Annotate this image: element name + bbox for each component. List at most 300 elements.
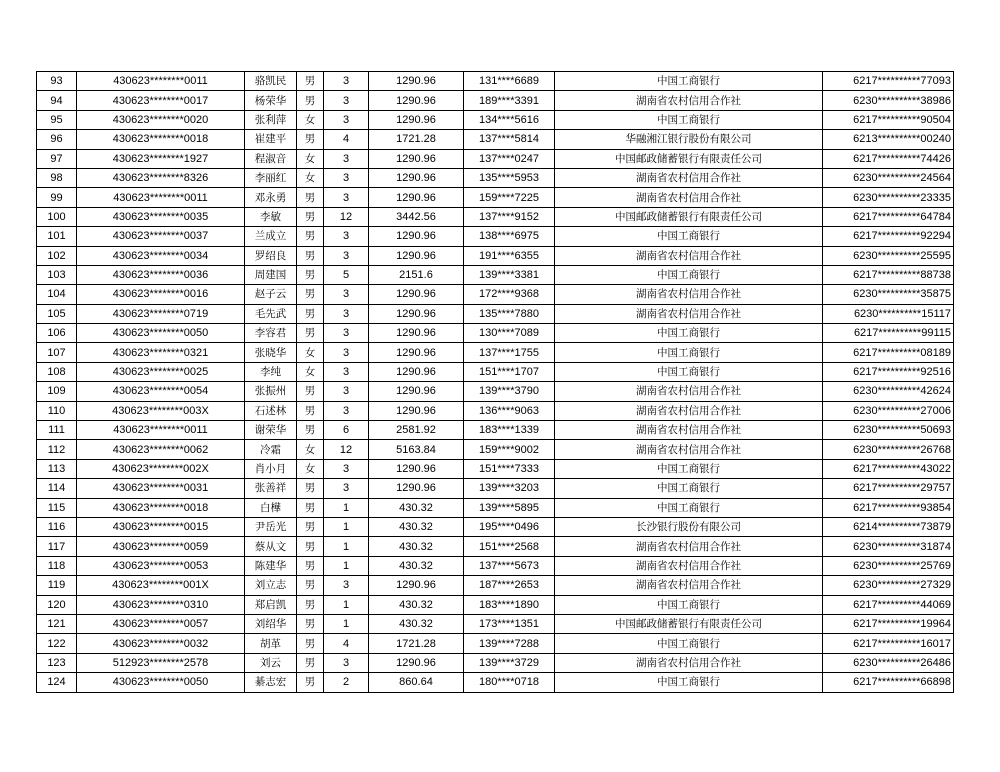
table-row bbox=[37, 634, 954, 653]
amount-cell: 1290.96 bbox=[369, 188, 464, 207]
account-cell: 6217**********08189 bbox=[823, 343, 954, 362]
count-cell: 1 bbox=[324, 556, 369, 575]
name-cell: 刘立志 bbox=[245, 576, 297, 595]
phone-cell: 139****5895 bbox=[464, 498, 555, 517]
account-cell: 6230**********42624 bbox=[823, 382, 954, 401]
name-cell: 张振州 bbox=[245, 382, 297, 401]
count-cell: 3 bbox=[324, 576, 369, 595]
count-cell: 3 bbox=[324, 188, 369, 207]
row-number-cell: 116 bbox=[37, 517, 77, 536]
bank-cell: 中国工商银行 bbox=[555, 110, 823, 129]
amount-cell: 430.32 bbox=[369, 517, 464, 536]
name-cell: 程淑音 bbox=[245, 149, 297, 168]
count-cell: 3 bbox=[324, 362, 369, 381]
account-cell: 6230**********35875 bbox=[823, 285, 954, 304]
row-number-cell: 96 bbox=[37, 130, 77, 149]
name-cell: 罗绍良 bbox=[245, 246, 297, 265]
name-cell: 赵子云 bbox=[245, 285, 297, 304]
table-row bbox=[37, 149, 954, 168]
table-row bbox=[37, 324, 954, 343]
amount-cell: 1290.96 bbox=[369, 72, 464, 91]
name-cell: 胡革 bbox=[245, 634, 297, 653]
sex-cell: 男 bbox=[297, 246, 324, 265]
name-cell: 邓永勇 bbox=[245, 188, 297, 207]
table-row bbox=[37, 498, 954, 517]
account-cell: 6230**********15117 bbox=[823, 304, 954, 323]
name-cell: 张善祥 bbox=[245, 479, 297, 498]
phone-cell: 159****9002 bbox=[464, 440, 555, 459]
account-cell: 6217**********29757 bbox=[823, 479, 954, 498]
phone-cell: 137****5814 bbox=[464, 130, 555, 149]
row-number-cell: 100 bbox=[37, 207, 77, 226]
id-number-cell: 430623********0011 bbox=[77, 421, 245, 440]
table-row bbox=[37, 401, 954, 420]
count-cell: 3 bbox=[324, 285, 369, 304]
name-cell: 张利萍 bbox=[245, 110, 297, 129]
table-row bbox=[37, 130, 954, 149]
id-number-cell: 430623********003X bbox=[77, 401, 245, 420]
subsidy-table bbox=[36, 71, 954, 693]
count-cell: 1 bbox=[324, 537, 369, 556]
phone-cell: 172****9368 bbox=[464, 285, 555, 304]
id-number-cell: 430623********0035 bbox=[77, 207, 245, 226]
bank-cell: 湖南省农村信用合作社 bbox=[555, 537, 823, 556]
name-cell: 李容君 bbox=[245, 324, 297, 343]
row-number-cell: 103 bbox=[37, 265, 77, 284]
amount-cell: 1290.96 bbox=[369, 110, 464, 129]
row-number-cell: 98 bbox=[37, 168, 77, 187]
name-cell: 石述林 bbox=[245, 401, 297, 420]
row-number-cell: 124 bbox=[37, 673, 77, 692]
phone-cell: 139****3203 bbox=[464, 479, 555, 498]
name-cell: 冷霜 bbox=[245, 440, 297, 459]
account-cell: 6217**********92516 bbox=[823, 362, 954, 381]
sex-cell: 男 bbox=[297, 188, 324, 207]
count-cell: 1 bbox=[324, 595, 369, 614]
row-number-cell: 113 bbox=[37, 459, 77, 478]
account-cell: 6230**********26768 bbox=[823, 440, 954, 459]
count-cell: 4 bbox=[324, 130, 369, 149]
id-number-cell: 430623********8326 bbox=[77, 168, 245, 187]
sex-cell: 男 bbox=[297, 265, 324, 284]
id-number-cell: 430623********0017 bbox=[77, 91, 245, 110]
bank-cell: 湖南省农村信用合作社 bbox=[555, 285, 823, 304]
account-cell: 6217**********66898 bbox=[823, 673, 954, 692]
table-row bbox=[37, 110, 954, 129]
count-cell: 3 bbox=[324, 168, 369, 187]
account-cell: 6230**********27329 bbox=[823, 576, 954, 595]
bank-cell: 湖南省农村信用合作社 bbox=[555, 556, 823, 575]
count-cell: 3 bbox=[324, 459, 369, 478]
id-number-cell: 430623********0062 bbox=[77, 440, 245, 459]
id-number-cell: 430623********0018 bbox=[77, 498, 245, 517]
account-cell: 6217**********77093 bbox=[823, 72, 954, 91]
amount-cell: 430.32 bbox=[369, 595, 464, 614]
bank-cell: 中国工商银行 bbox=[555, 343, 823, 362]
bank-cell: 湖南省农村信用合作社 bbox=[555, 91, 823, 110]
amount-cell: 430.32 bbox=[369, 556, 464, 575]
phone-cell: 189****3391 bbox=[464, 91, 555, 110]
name-cell: 杨荣华 bbox=[245, 91, 297, 110]
sex-cell: 男 bbox=[297, 324, 324, 343]
amount-cell: 1290.96 bbox=[369, 324, 464, 343]
bank-cell: 湖南省农村信用合作社 bbox=[555, 401, 823, 420]
bank-cell: 湖南省农村信用合作社 bbox=[555, 440, 823, 459]
id-number-cell: 430623********0719 bbox=[77, 304, 245, 323]
row-number-cell: 106 bbox=[37, 324, 77, 343]
amount-cell: 2151.6 bbox=[369, 265, 464, 284]
phone-cell: 187****2653 bbox=[464, 576, 555, 595]
phone-cell: 191****6355 bbox=[464, 246, 555, 265]
phone-cell: 139****7288 bbox=[464, 634, 555, 653]
row-number-cell: 118 bbox=[37, 556, 77, 575]
id-number-cell: 430623********0025 bbox=[77, 362, 245, 381]
count-cell: 3 bbox=[324, 227, 369, 246]
id-number-cell: 430623********0034 bbox=[77, 246, 245, 265]
id-number-cell: 430623********0036 bbox=[77, 265, 245, 284]
bank-cell: 湖南省农村信用合作社 bbox=[555, 246, 823, 265]
phone-cell: 134****5616 bbox=[464, 110, 555, 129]
table-row bbox=[37, 91, 954, 110]
count-cell: 5 bbox=[324, 265, 369, 284]
amount-cell: 1290.96 bbox=[369, 459, 464, 478]
sex-cell: 男 bbox=[297, 401, 324, 420]
sex-cell: 男 bbox=[297, 285, 324, 304]
phone-cell: 139****3381 bbox=[464, 265, 555, 284]
count-cell: 1 bbox=[324, 517, 369, 536]
sex-cell: 女 bbox=[297, 168, 324, 187]
amount-cell: 1290.96 bbox=[369, 362, 464, 381]
bank-cell: 中国工商银行 bbox=[555, 673, 823, 692]
row-number-cell: 119 bbox=[37, 576, 77, 595]
name-cell: 谢荣华 bbox=[245, 421, 297, 440]
table-row bbox=[37, 188, 954, 207]
name-cell: 李敏 bbox=[245, 207, 297, 226]
table-row bbox=[37, 556, 954, 575]
sex-cell: 男 bbox=[297, 130, 324, 149]
amount-cell: 1290.96 bbox=[369, 246, 464, 265]
bank-cell: 中国工商银行 bbox=[555, 459, 823, 478]
name-cell: 白樺 bbox=[245, 498, 297, 517]
amount-cell: 430.32 bbox=[369, 537, 464, 556]
count-cell: 1 bbox=[324, 498, 369, 517]
bank-cell: 湖南省农村信用合作社 bbox=[555, 653, 823, 672]
account-cell: 6230**********24564 bbox=[823, 168, 954, 187]
row-number-cell: 104 bbox=[37, 285, 77, 304]
table-row bbox=[37, 168, 954, 187]
row-number-cell: 105 bbox=[37, 304, 77, 323]
name-cell: 李丽红 bbox=[245, 168, 297, 187]
bank-cell: 中国工商银行 bbox=[555, 265, 823, 284]
sex-cell: 男 bbox=[297, 595, 324, 614]
id-number-cell: 430623********0321 bbox=[77, 343, 245, 362]
table-row bbox=[37, 421, 954, 440]
row-number-cell: 108 bbox=[37, 362, 77, 381]
id-number-cell: 430623********0310 bbox=[77, 595, 245, 614]
account-cell: 6217**********43022 bbox=[823, 459, 954, 478]
phone-cell: 183****1339 bbox=[464, 421, 555, 440]
account-cell: 6217**********90504 bbox=[823, 110, 954, 129]
table-row bbox=[37, 227, 954, 246]
table-body bbox=[37, 72, 954, 693]
amount-cell: 1721.28 bbox=[369, 634, 464, 653]
bank-cell: 中国邮政储蓄银行有限责任公司 bbox=[555, 614, 823, 633]
sex-cell: 男 bbox=[297, 227, 324, 246]
row-number-cell: 120 bbox=[37, 595, 77, 614]
account-cell: 6230**********26486 bbox=[823, 653, 954, 672]
id-number-cell: 430623********0054 bbox=[77, 382, 245, 401]
account-cell: 6217**********88738 bbox=[823, 265, 954, 284]
table-row bbox=[37, 459, 954, 478]
sex-cell: 男 bbox=[297, 673, 324, 692]
amount-cell: 1290.96 bbox=[369, 653, 464, 672]
count-cell: 3 bbox=[324, 382, 369, 401]
name-cell: 周建国 bbox=[245, 265, 297, 284]
name-cell: 陈建华 bbox=[245, 556, 297, 575]
phone-cell: 151****2568 bbox=[464, 537, 555, 556]
sex-cell: 男 bbox=[297, 421, 324, 440]
table-row bbox=[37, 343, 954, 362]
id-number-cell: 430623********0059 bbox=[77, 537, 245, 556]
id-number-cell: 430623********0015 bbox=[77, 517, 245, 536]
phone-cell: 135****7880 bbox=[464, 304, 555, 323]
count-cell: 3 bbox=[324, 91, 369, 110]
name-cell: 刘绍华 bbox=[245, 614, 297, 633]
row-number-cell: 121 bbox=[37, 614, 77, 633]
amount-cell: 1290.96 bbox=[369, 91, 464, 110]
row-number-cell: 123 bbox=[37, 653, 77, 672]
account-cell: 6217**********93854 bbox=[823, 498, 954, 517]
row-number-cell: 122 bbox=[37, 634, 77, 653]
count-cell: 3 bbox=[324, 246, 369, 265]
id-number-cell: 430623********0011 bbox=[77, 72, 245, 91]
table-row bbox=[37, 479, 954, 498]
amount-cell: 1290.96 bbox=[369, 576, 464, 595]
name-cell: 肖小月 bbox=[245, 459, 297, 478]
account-cell: 6217**********64784 bbox=[823, 207, 954, 226]
sex-cell: 男 bbox=[297, 556, 324, 575]
account-cell: 6213**********00240 bbox=[823, 130, 954, 149]
row-number-cell: 102 bbox=[37, 246, 77, 265]
amount-cell: 1290.96 bbox=[369, 285, 464, 304]
sex-cell: 女 bbox=[297, 110, 324, 129]
amount-cell: 1290.96 bbox=[369, 304, 464, 323]
account-cell: 6217**********99115 bbox=[823, 324, 954, 343]
table-row bbox=[37, 576, 954, 595]
row-number-cell: 111 bbox=[37, 421, 77, 440]
account-cell: 6217**********74426 bbox=[823, 149, 954, 168]
amount-cell: 1290.96 bbox=[369, 343, 464, 362]
sex-cell: 女 bbox=[297, 440, 324, 459]
id-number-cell: 430623********0050 bbox=[77, 324, 245, 343]
table-row bbox=[37, 246, 954, 265]
count-cell: 12 bbox=[324, 207, 369, 226]
phone-cell: 159****7225 bbox=[464, 188, 555, 207]
row-number-cell: 110 bbox=[37, 401, 77, 420]
table-row bbox=[37, 72, 954, 91]
count-cell: 3 bbox=[324, 343, 369, 362]
amount-cell: 1290.96 bbox=[369, 401, 464, 420]
name-cell: 尹岳光 bbox=[245, 517, 297, 536]
bank-cell: 中国工商银行 bbox=[555, 324, 823, 343]
count-cell: 2 bbox=[324, 673, 369, 692]
phone-cell: 139****3790 bbox=[464, 382, 555, 401]
phone-cell: 173****1351 bbox=[464, 614, 555, 633]
count-cell: 3 bbox=[324, 110, 369, 129]
phone-cell: 137****0247 bbox=[464, 149, 555, 168]
amount-cell: 2581.92 bbox=[369, 421, 464, 440]
bank-cell: 湖南省农村信用合作社 bbox=[555, 188, 823, 207]
phone-cell: 183****1890 bbox=[464, 595, 555, 614]
name-cell: 兰成立 bbox=[245, 227, 297, 246]
row-number-cell: 97 bbox=[37, 149, 77, 168]
sex-cell: 女 bbox=[297, 459, 324, 478]
name-cell: 崔建平 bbox=[245, 130, 297, 149]
sex-cell: 男 bbox=[297, 72, 324, 91]
id-number-cell: 430623********001X bbox=[77, 576, 245, 595]
count-cell: 4 bbox=[324, 634, 369, 653]
id-number-cell: 430623********0032 bbox=[77, 634, 245, 653]
sex-cell: 男 bbox=[297, 614, 324, 633]
amount-cell: 1290.96 bbox=[369, 168, 464, 187]
row-number-cell: 93 bbox=[37, 72, 77, 91]
row-number-cell: 94 bbox=[37, 91, 77, 110]
amount-cell: 1290.96 bbox=[369, 479, 464, 498]
account-cell: 6230**********25769 bbox=[823, 556, 954, 575]
account-cell: 6230**********38986 bbox=[823, 91, 954, 110]
phone-cell: 130****7089 bbox=[464, 324, 555, 343]
count-cell: 3 bbox=[324, 324, 369, 343]
row-number-cell: 95 bbox=[37, 110, 77, 129]
sex-cell: 男 bbox=[297, 207, 324, 226]
table-row bbox=[37, 537, 954, 556]
count-cell: 3 bbox=[324, 149, 369, 168]
id-number-cell: 430623********0050 bbox=[77, 673, 245, 692]
bank-cell: 中国工商银行 bbox=[555, 362, 823, 381]
sex-cell: 男 bbox=[297, 517, 324, 536]
count-cell: 3 bbox=[324, 401, 369, 420]
id-number-cell: 430623********0018 bbox=[77, 130, 245, 149]
bank-cell: 中国工商银行 bbox=[555, 634, 823, 653]
row-number-cell: 117 bbox=[37, 537, 77, 556]
id-number-cell: 512923********2578 bbox=[77, 653, 245, 672]
id-number-cell: 430623********1927 bbox=[77, 149, 245, 168]
account-cell: 6230**********23335 bbox=[823, 188, 954, 207]
amount-cell: 430.32 bbox=[369, 498, 464, 517]
table-row bbox=[37, 207, 954, 226]
amount-cell: 1290.96 bbox=[369, 149, 464, 168]
count-cell: 3 bbox=[324, 653, 369, 672]
name-cell: 刘云 bbox=[245, 653, 297, 672]
sex-cell: 女 bbox=[297, 362, 324, 381]
bank-cell: 湖南省农村信用合作社 bbox=[555, 168, 823, 187]
sex-cell: 男 bbox=[297, 634, 324, 653]
bank-cell: 中国工商银行 bbox=[555, 479, 823, 498]
account-cell: 6230**********25595 bbox=[823, 246, 954, 265]
bank-cell: 中国工商银行 bbox=[555, 72, 823, 91]
account-cell: 6230**********27006 bbox=[823, 401, 954, 420]
bank-cell: 中国工商银行 bbox=[555, 595, 823, 614]
amount-cell: 1290.96 bbox=[369, 382, 464, 401]
phone-cell: 137****9152 bbox=[464, 207, 555, 226]
name-cell: 綦志宏 bbox=[245, 673, 297, 692]
sex-cell: 男 bbox=[297, 537, 324, 556]
row-number-cell: 115 bbox=[37, 498, 77, 517]
sex-cell: 男 bbox=[297, 304, 324, 323]
count-cell: 12 bbox=[324, 440, 369, 459]
amount-cell: 1290.96 bbox=[369, 227, 464, 246]
row-number-cell: 101 bbox=[37, 227, 77, 246]
amount-cell: 1721.28 bbox=[369, 130, 464, 149]
amount-cell: 430.32 bbox=[369, 614, 464, 633]
count-cell: 3 bbox=[324, 72, 369, 91]
table-row bbox=[37, 382, 954, 401]
sex-cell: 男 bbox=[297, 382, 324, 401]
bank-cell: 华融湘江银行股份有限公司 bbox=[555, 130, 823, 149]
phone-cell: 137****5673 bbox=[464, 556, 555, 575]
bank-cell: 湖南省农村信用合作社 bbox=[555, 382, 823, 401]
bank-cell: 湖南省农村信用合作社 bbox=[555, 421, 823, 440]
amount-cell: 3442.56 bbox=[369, 207, 464, 226]
bank-cell: 湖南省农村信用合作社 bbox=[555, 576, 823, 595]
row-number-cell: 107 bbox=[37, 343, 77, 362]
phone-cell: 136****9063 bbox=[464, 401, 555, 420]
sex-cell: 男 bbox=[297, 498, 324, 517]
bank-cell: 中国邮政储蓄银行有限责任公司 bbox=[555, 207, 823, 226]
name-cell: 蔡从文 bbox=[245, 537, 297, 556]
account-cell: 6217**********16017 bbox=[823, 634, 954, 653]
count-cell: 3 bbox=[324, 479, 369, 498]
account-cell: 6230**********50693 bbox=[823, 421, 954, 440]
name-cell: 李纯 bbox=[245, 362, 297, 381]
name-cell: 郑启凯 bbox=[245, 595, 297, 614]
count-cell: 1 bbox=[324, 614, 369, 633]
table-row bbox=[37, 614, 954, 633]
account-cell: 6217**********44069 bbox=[823, 595, 954, 614]
id-number-cell: 430623********0016 bbox=[77, 285, 245, 304]
table-row bbox=[37, 265, 954, 284]
id-number-cell: 430623********002X bbox=[77, 459, 245, 478]
table-row bbox=[37, 595, 954, 614]
table-row bbox=[37, 653, 954, 672]
table-row bbox=[37, 517, 954, 536]
sex-cell: 女 bbox=[297, 343, 324, 362]
sex-cell: 男 bbox=[297, 653, 324, 672]
amount-cell: 860.64 bbox=[369, 673, 464, 692]
account-cell: 6217**********19964 bbox=[823, 614, 954, 633]
row-number-cell: 99 bbox=[37, 188, 77, 207]
phone-cell: 151****1707 bbox=[464, 362, 555, 381]
table-row bbox=[37, 285, 954, 304]
phone-cell: 180****0718 bbox=[464, 673, 555, 692]
name-cell: 骆凯民 bbox=[245, 72, 297, 91]
bank-cell: 中国工商银行 bbox=[555, 227, 823, 246]
table-row bbox=[37, 304, 954, 323]
row-number-cell: 112 bbox=[37, 440, 77, 459]
sex-cell: 男 bbox=[297, 576, 324, 595]
sex-cell: 女 bbox=[297, 149, 324, 168]
id-number-cell: 430623********0031 bbox=[77, 479, 245, 498]
row-number-cell: 114 bbox=[37, 479, 77, 498]
bank-cell: 中国邮政储蓄银行有限责任公司 bbox=[555, 149, 823, 168]
phone-cell: 135****5953 bbox=[464, 168, 555, 187]
account-cell: 6217**********92294 bbox=[823, 227, 954, 246]
sex-cell: 男 bbox=[297, 479, 324, 498]
count-cell: 3 bbox=[324, 304, 369, 323]
id-number-cell: 430623********0011 bbox=[77, 188, 245, 207]
account-cell: 6214**********73879 bbox=[823, 517, 954, 536]
phone-cell: 137****1755 bbox=[464, 343, 555, 362]
